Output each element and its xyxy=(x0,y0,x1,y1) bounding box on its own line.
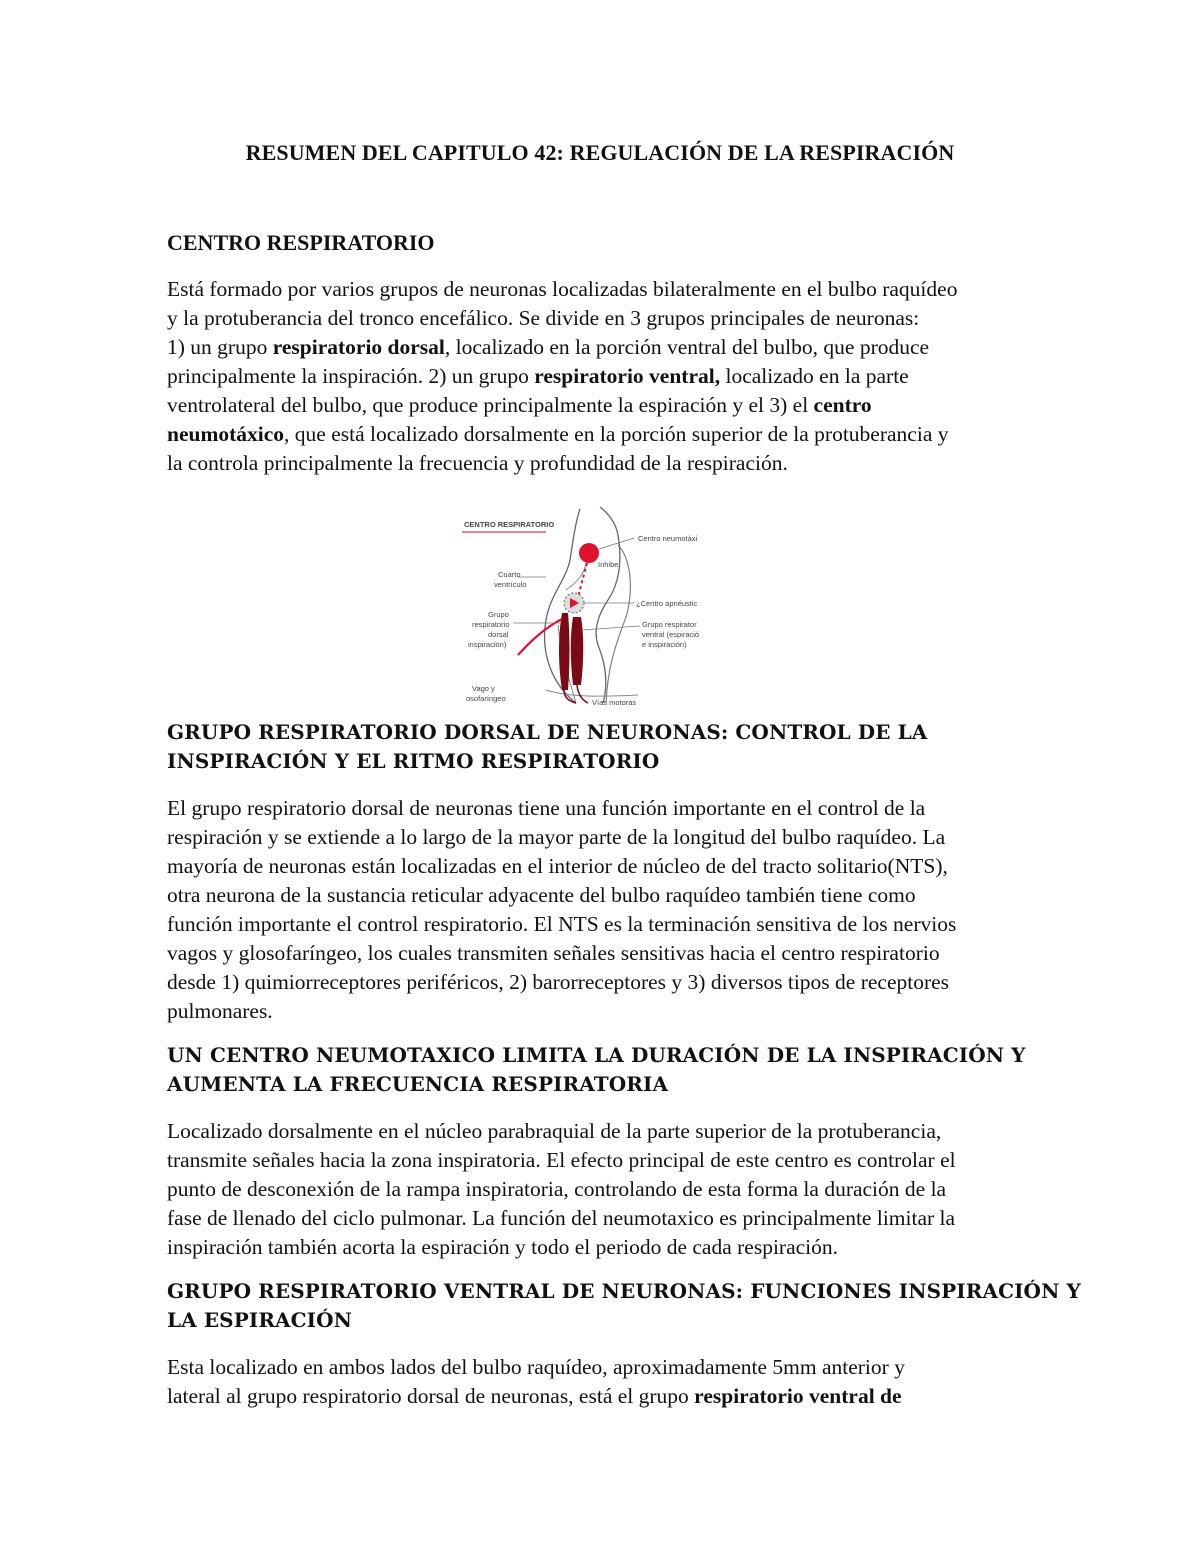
text-line: desde 1) quimiorreceptores periféricos, 2) barorreceptores y 3) diversos tipos de receptores xyxy=(167,970,950,994)
section-heading-centro-neumotaxico: UN CENTRO NEUMOTAXICO LIMITA LA DURACIÓN DE LA INSPIRACIÓN Y AUMENTA LA FRECUENCIA RESPIRATORIA xyxy=(167,1043,1026,1096)
respiratory-center-diagram xyxy=(458,505,748,710)
text-line: El grupo respiratorio dorsal de neuronas tiene una función importante en el control de la xyxy=(167,796,926,820)
text-line: fase de llenado del ciclo pulmonar. La función del neumotaxico es principalmente limitar la xyxy=(167,1206,956,1230)
section-heading-grupo-ventral: GRUPO RESPIRATORIO VENTRAL DE NEURONAS: FUNCIONES INSPIRACIÓN Y LA ESPIRACIÓN xyxy=(167,1279,1081,1332)
text-line: la controla principalmente la frecuencia y profundidad de la respiración. xyxy=(167,451,788,475)
bold-term: respiratorio ventral de xyxy=(694,1384,902,1408)
ventral-group-column xyxy=(571,617,584,685)
text-line: respiración y se extiende a lo largo de la mayor parte de la longitud del bulbo raquídeo. La xyxy=(167,825,946,849)
text-line: punto de desconexión de la rampa inspiratoria, controlando de esta forma la duración de la xyxy=(167,1177,947,1201)
text-line: y la protuberancia del tronco encefálico. Se divide en 3 grupos principales de neuronas: xyxy=(167,306,920,330)
label-inspiracion: inspiración) xyxy=(468,640,507,649)
diagram-header: CENTRO RESPIRATORIO xyxy=(464,520,555,529)
text-line: Esta localizado en ambos lados del bulbo raquídeo, aproximadamente 5mm anterior y xyxy=(167,1355,905,1379)
label-dorsal: dorsal xyxy=(488,630,509,639)
paragraph-grupo-dorsal xyxy=(167,794,1037,1026)
label-vago: Vago y xyxy=(472,684,495,693)
label-centro-neumotaxico: Centro neumotáxi xyxy=(638,534,698,543)
label-vias-motoras: Vías motoras xyxy=(592,698,637,707)
label-centro-apneustico: ¿Centro apnéustic xyxy=(636,599,698,608)
text-line: transmite señales hacia la zona inspiratoria. El efecto principal de este centro es controlar el xyxy=(167,1148,956,1172)
label-ventral-espiracion: ventral (espiració xyxy=(642,630,700,639)
label-glosofaringeo: osofaríngeo xyxy=(466,694,506,703)
text-line: neumotáxico, que está localizado dorsalmente en la porción superior de la protuberancia y xyxy=(167,422,949,446)
pneumotaxic-center-dot xyxy=(579,543,599,563)
paragraph-centro-respiratorio xyxy=(167,275,1037,478)
label-respiratorio: respiratorio xyxy=(472,620,510,629)
text-line: Localizado dorsalmente en el núcleo parabraquial de la parte superior de la protuberancia, xyxy=(167,1119,942,1143)
text-line: otra neurona de la sustancia reticular adyacente del bulbo raquídeo también tiene como xyxy=(167,883,916,907)
text-line: inspiración también acorta la espiración y todo el periodo de cada respiración. xyxy=(167,1235,839,1259)
label-cuarto: Cuarto xyxy=(498,570,521,579)
label-grupo: Grupo xyxy=(488,610,509,619)
text-line: principalmente la inspiración. 2) un grupo respiratorio ventral, localizado en la parte xyxy=(167,364,909,388)
bold-term: neumotáxico xyxy=(167,422,285,446)
bold-term: centro xyxy=(813,393,872,417)
label-e-inspiracion: e inspiración) xyxy=(642,640,687,649)
text-line: lateral al grupo respiratorio dorsal de neuronas, está el grupo respiratorio ventral de xyxy=(167,1384,902,1408)
text-line: función importante el control respiratorio. El NTS es la terminación sensitiva de los nervios xyxy=(167,912,957,936)
dorsal-group-column xyxy=(559,613,570,690)
bold-term: respiratorio ventral, xyxy=(534,364,721,388)
text-line: vagos y glosofaríngeo, los cuales transmiten señales sensitivas hacia el centro respiratorio xyxy=(167,941,940,965)
text-line: mayoría de neuronas están localizadas en el interior de núcleo de del tracto solitario(NTS), xyxy=(167,854,948,878)
document-title: RESUMEN DEL CAPITULO 42: REGULACIÓN DE LA RESPIRACIÓN xyxy=(245,140,955,165)
text-line: 1) un grupo respiratorio dorsal, localizado en la porción ventral del bulbo, que produce xyxy=(167,335,930,359)
paragraph-centro-neumotaxico xyxy=(167,1117,1037,1262)
paragraph-grupo-ventral xyxy=(167,1353,1037,1411)
text-line: Está formado por varios grupos de neuronas localizadas bilateralmente en el bulbo raquídeo xyxy=(167,277,958,301)
label-inhibe: Inhibe xyxy=(598,560,619,569)
section-heading-grupo-dorsal: GRUPO RESPIRATORIO DORSAL DE NEURONAS: CONTROL DE LA INSPIRACIÓN Y EL RITMO RESPIRATORIO xyxy=(167,720,928,773)
text-line: pulmonares. xyxy=(167,999,273,1023)
label-ventriculo: ventrículo xyxy=(494,580,527,589)
text-line: ventrolateral del bulbo, que produce principalmente la espiración y el 3) el centro xyxy=(167,393,872,417)
bold-term: respiratorio dorsal xyxy=(272,335,445,359)
section-heading-centro-respiratorio: CENTRO RESPIRATORIO xyxy=(167,230,435,255)
label-grupo-ventral: Grupo respirator xyxy=(642,620,697,629)
